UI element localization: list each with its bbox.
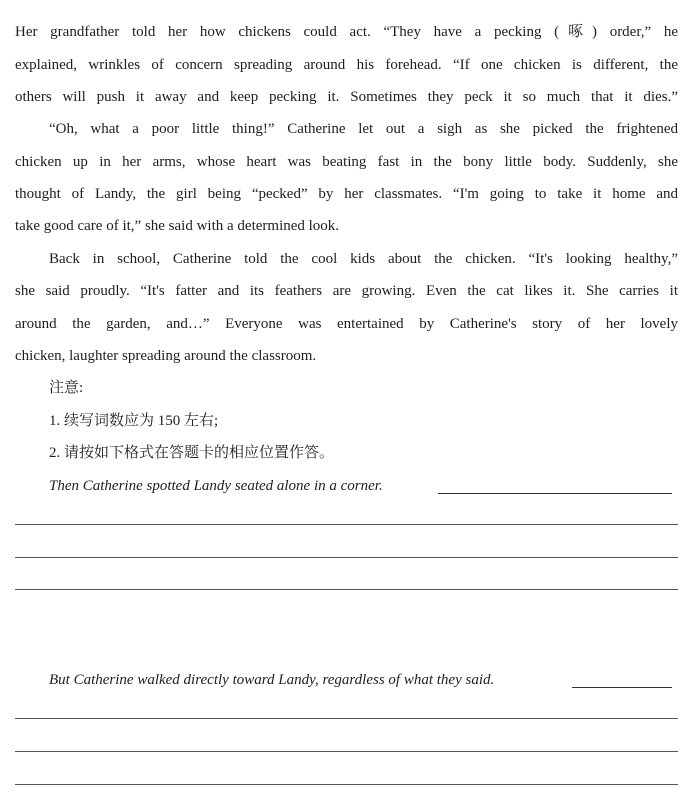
passage-p3-line-2: she said proudly. “It's fatter and its feathers are growing. Even the cat likes it. She carries it: [15, 283, 678, 299]
notes-heading: 注意:: [49, 380, 84, 396]
notes-item-2: 2. 请按如下格式在答题卡的相应位置作答。: [49, 445, 335, 461]
answer-blank-second[interactable]: [572, 687, 672, 688]
passage-p2-line-4: take good care of it,” she said with a determined look.: [15, 218, 340, 234]
prompt-second: But Catherine walked directly toward Landy, regardless of what they said.: [49, 672, 495, 688]
passage-p3-line-3: around the garden, and…” Everyone was entertained by Catherine's story of her lovely: [15, 316, 678, 332]
passage-p2-line-1: “Oh, what a poor little thing!” Catherine let out a sigh as she picked the frightened: [49, 121, 678, 137]
notes-item-1: 1. 续写词数应为 150 左右;: [49, 413, 219, 429]
passage-p2-line-2: chicken up in her arms, whose heart was beating fast in the bony little body. Suddenly, she: [15, 154, 678, 170]
passage-p3-line-1: Back in school, Catherine told the cool kids about the chicken. “It's looking healthy,”: [49, 251, 678, 267]
passage-p1-line-2: explained, wrinkles of concern spreading around his forehead. “If one chicken is different, the: [15, 57, 678, 73]
passage-p3-line-4: chicken, laughter spreading around the classroom.: [15, 348, 317, 364]
answer-blank-first[interactable]: [438, 493, 672, 494]
answer-line-2[interactable]: [15, 557, 678, 558]
answer-line-3[interactable]: [15, 589, 678, 590]
answer-line-1[interactable]: [15, 524, 678, 525]
passage-p2-line-3: thought of Landy, the girl being “pecked” by her classmates. “I'm going to take it home and: [15, 186, 678, 202]
passage-p1-line-1: Her grandfather told her how chickens could act. “They have a pecking (啄) order,” he: [15, 24, 678, 40]
prompt-first: Then Catherine spotted Landy seated alone in a corner.: [49, 478, 383, 494]
answer-line-5[interactable]: [15, 751, 678, 752]
answer-line-6[interactable]: [15, 784, 678, 785]
passage-p1-line-3: others will push it away and keep pecking it. Sometimes they peck it so much that it dies.”: [15, 89, 678, 105]
answer-line-4[interactable]: [15, 718, 678, 719]
